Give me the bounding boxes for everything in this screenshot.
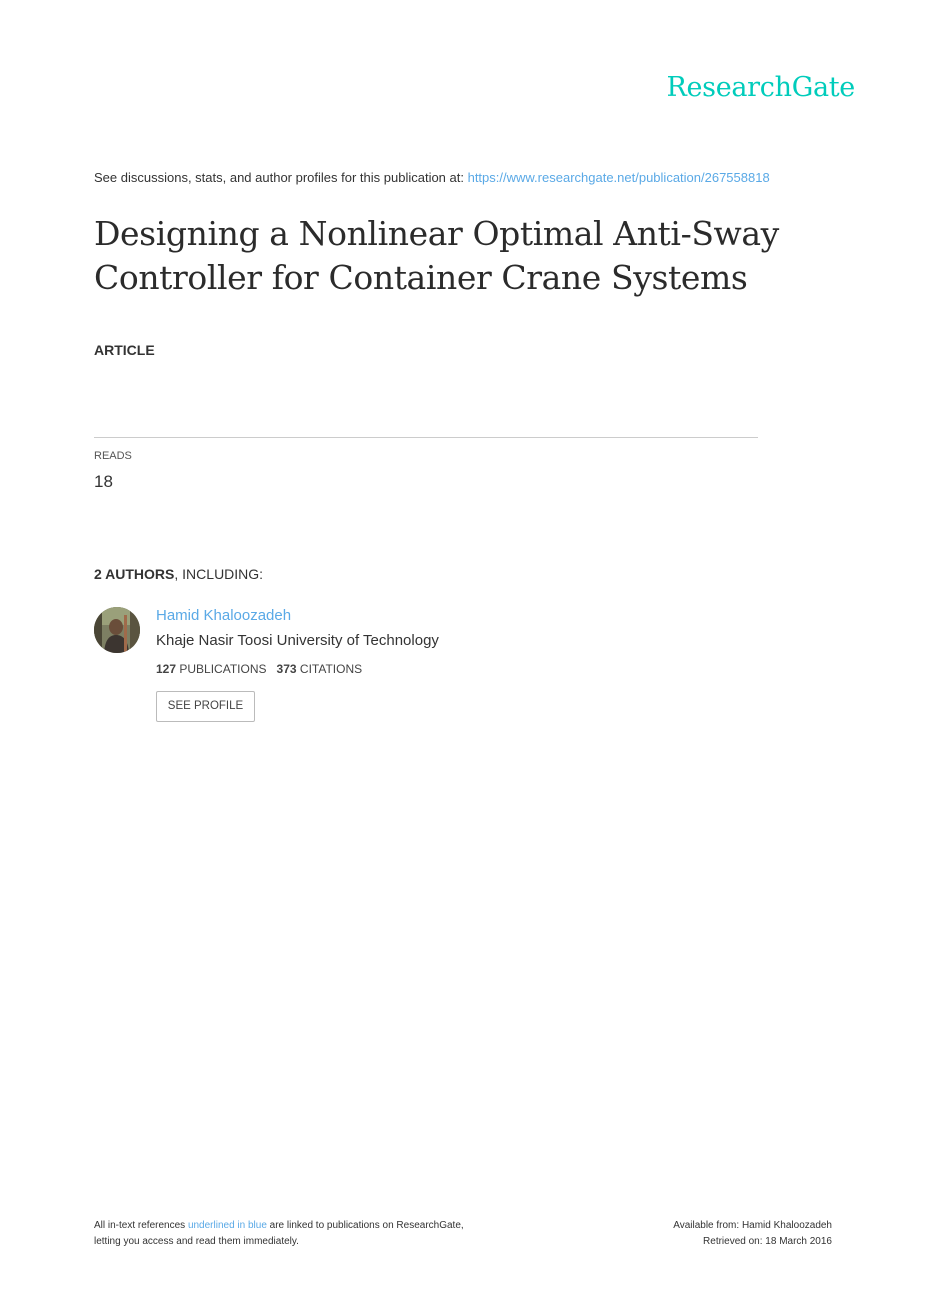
- footer-left-line-1: [94, 1218, 464, 1234]
- publication-title: [94, 212, 834, 300]
- authors-heading: [94, 566, 263, 582]
- footer-availability: [673, 1218, 832, 1250]
- footer-references-note: [94, 1218, 464, 1250]
- authors-including: , INCLUDING:: [174, 566, 264, 582]
- author-stats: [156, 662, 362, 676]
- publications-label: PUBLICATIONS: [179, 662, 267, 676]
- footer-left-prefix: All in-text references: [94, 1220, 188, 1231]
- citations-count: 373: [276, 662, 297, 676]
- see-profile-button[interactable]: SEE PROFILE: [156, 691, 255, 722]
- publication-url-link[interactable]: https://www.researchgate.net/publication/267558818: [467, 170, 770, 185]
- available-from: Available from: Hamid Khaloozadeh: [673, 1220, 832, 1231]
- reads-label: READS: [94, 450, 132, 462]
- retrieved-on: Retrieved on: 18 March 2016: [703, 1236, 832, 1247]
- publication-source-line: [94, 170, 770, 185]
- researchgate-logo[interactable]: ResearchGate: [666, 72, 855, 103]
- footer-left-line-2: letting you access and read them immediately.: [94, 1236, 299, 1247]
- divider: [94, 437, 758, 438]
- avatar-photo: [94, 607, 140, 653]
- reads-value: 18: [94, 472, 113, 491]
- underlined-in-blue-link[interactable]: underlined in blue: [187, 1220, 267, 1231]
- title-line-1: Designing a Nonlinear Optimal Anti-Sway: [94, 214, 779, 253]
- citations-label: CITATIONS: [299, 662, 363, 676]
- authors-count: 2 AUTHORS: [94, 566, 175, 582]
- author-avatar[interactable]: [94, 607, 140, 653]
- source-prefix: See discussions, stats, and author profiles for this publication at:: [94, 170, 468, 185]
- publications-count: 127: [156, 662, 177, 676]
- publication-type: ARTICLE: [94, 342, 155, 358]
- author-institution: Khaje Nasir Toosi University of Technology: [156, 632, 439, 649]
- author-name-link[interactable]: Hamid Khaloozadeh: [156, 607, 292, 624]
- title-line-2: Controller for Container Crane Systems: [94, 258, 748, 297]
- footer-left-suffix: are linked to publications on ResearchGate,: [266, 1220, 464, 1231]
